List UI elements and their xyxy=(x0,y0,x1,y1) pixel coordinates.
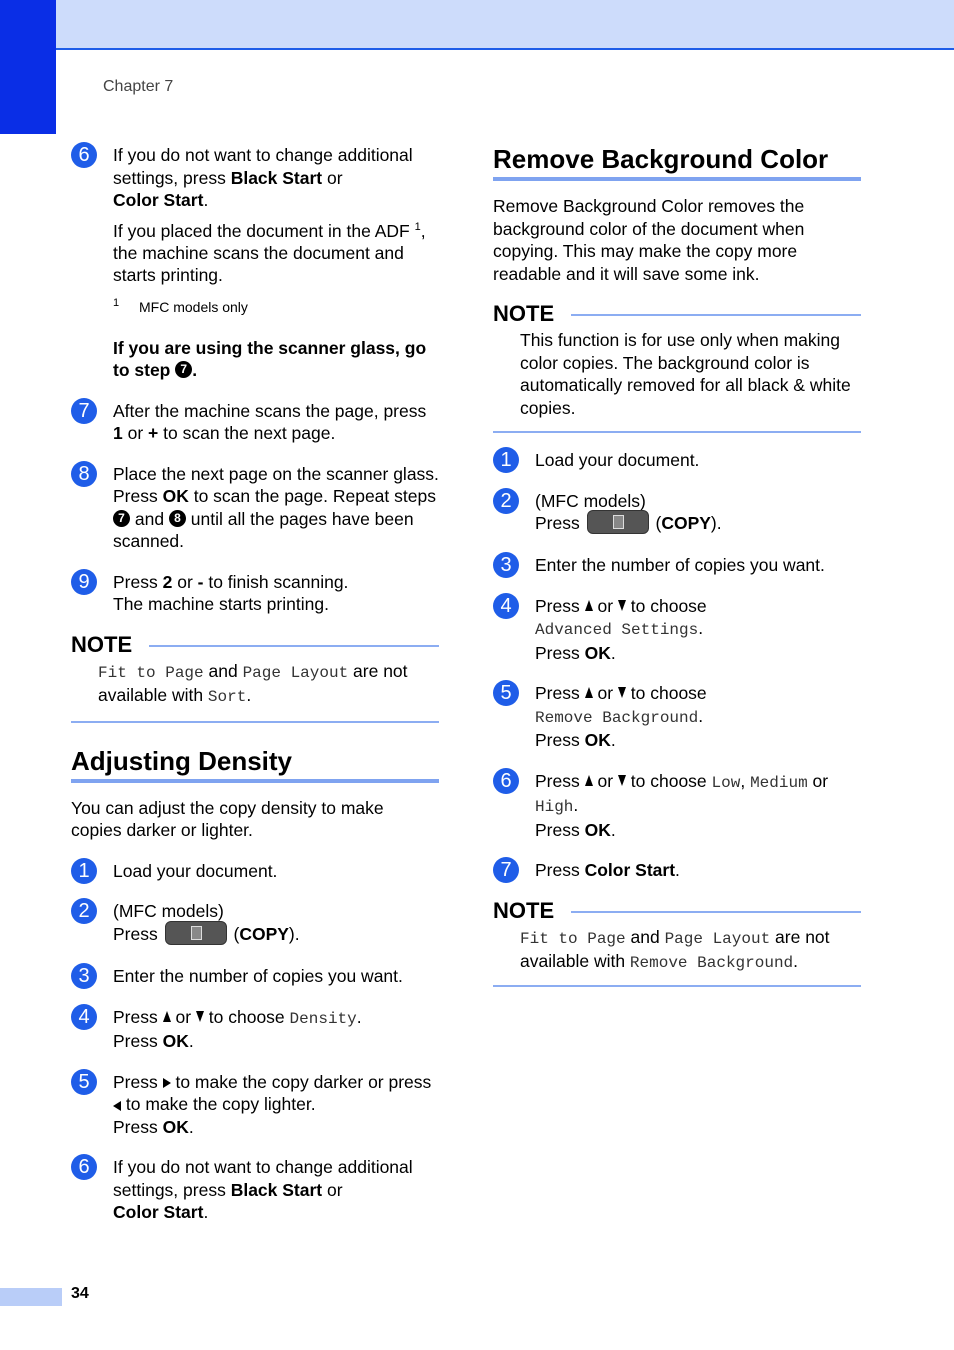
left-arrow-icon xyxy=(113,1101,121,1111)
remove-bg-step-1: 1 Load your document. xyxy=(493,449,861,472)
remove-bg-step-3: 3 Enter the number of copies you want. xyxy=(493,554,861,577)
step-number: 4 xyxy=(71,1004,97,1030)
note-divider xyxy=(493,431,861,433)
note-title: NOTE xyxy=(493,301,861,327)
up-arrow-icon xyxy=(163,1011,171,1022)
chapter-tab xyxy=(0,0,56,134)
note-box xyxy=(493,301,861,433)
section-heading-adjusting-density: Adjusting Density xyxy=(71,745,439,783)
remove-bg-intro: Remove Background Color removes the background color of the document when copying. This may make the copy more readable and it will save some ink. xyxy=(493,196,805,284)
step-8: 8 Place the next page on the scanner glass. Press OK to scan the page. Repeat steps 7 and 8 until all the pages have been scanned. xyxy=(71,463,439,553)
density-step-4: 4 Press or to choose Density. Press OK. xyxy=(71,1006,439,1053)
step-6-finish: 6 If you do not want to change additional settings, press Black Start or Color Start. xyxy=(71,144,439,212)
chapter-label: Chapter 7 xyxy=(103,78,174,95)
note-title: NOTE xyxy=(71,632,439,658)
note-box xyxy=(493,898,861,987)
page-number: 34 xyxy=(71,1285,89,1302)
step-ref-8: 8 xyxy=(169,510,186,527)
step-number: 3 xyxy=(71,963,97,989)
density-step-5: 5 Press to make the copy darker or press to make the copy lighter. Press OK. xyxy=(71,1071,439,1139)
left-column xyxy=(71,144,439,1224)
note-divider xyxy=(71,721,439,723)
step-number: 6 xyxy=(493,768,519,794)
note-rule xyxy=(571,911,861,913)
down-arrow-icon xyxy=(618,600,626,611)
note-rule xyxy=(571,314,861,316)
remove-bg-step-6: 6 Press or to choose Low, Medium or High. Press OK. xyxy=(493,770,861,842)
step-number: 9 xyxy=(71,569,97,595)
step-number: 2 xyxy=(493,488,519,514)
step-ref-7: 7 xyxy=(175,361,192,378)
remove-bg-step-7: 7 Press Color Start. xyxy=(493,859,861,882)
step-number: 1 xyxy=(493,447,519,473)
step-9: 9 Press 2 or - to finish scanning. The machine starts printing. xyxy=(71,571,439,616)
copy-button-icon xyxy=(165,921,227,945)
step-number: 6 xyxy=(71,1154,97,1180)
up-arrow-icon xyxy=(585,600,593,611)
footer-tab xyxy=(0,1288,62,1306)
note-text: Fit to Page and Page Layout are not available with Remove Background. xyxy=(520,926,830,973)
step-ref-7: 7 xyxy=(113,510,130,527)
footnote: 1 MFC models only xyxy=(113,296,248,315)
remove-bg-step-4: 4 Press or to choose Advanced Settings. Press OK. xyxy=(493,595,861,665)
up-arrow-icon xyxy=(585,775,593,786)
step-7: 7 After the machine scans the page, press 1 or + to scan the next page. xyxy=(71,400,439,445)
note-text: Fit to Page and Page Layout are not available with Sort. xyxy=(98,660,408,707)
step-number: 6 xyxy=(71,142,97,168)
step-number: 3 xyxy=(493,552,519,578)
step-number: 2 xyxy=(71,898,97,924)
step-number: 5 xyxy=(71,1069,97,1095)
note-text: This function is for use only when making color copies. The background color is automatically removed for all black & white copies. xyxy=(520,330,851,418)
remove-bg-step-5: 5 Press or to choose Remove Background. Press OK. xyxy=(493,682,861,752)
section-heading-remove-background: Remove Background Color xyxy=(493,143,861,181)
density-step-1: 1 Load your document. xyxy=(71,860,439,883)
step-number: 7 xyxy=(493,857,519,883)
step-number: 5 xyxy=(493,680,519,706)
copy-button-icon xyxy=(587,510,649,534)
down-arrow-icon xyxy=(618,687,626,698)
step-number: 7 xyxy=(71,398,97,424)
header-bar xyxy=(0,0,954,50)
step-number: 8 xyxy=(71,461,97,487)
up-arrow-icon xyxy=(585,687,593,698)
density-intro: You can adjust the copy density to make copies darker or lighter. xyxy=(71,797,384,841)
note-title: NOTE xyxy=(493,898,861,924)
density-step-3: 3 Enter the number of copies you want. xyxy=(71,965,439,988)
adf-paragraph: If you placed the document in the ADF $^1$, the machine scans the document and starts printing. xyxy=(113,220,426,286)
down-arrow-icon xyxy=(196,1011,204,1022)
right-arrow-icon xyxy=(163,1078,171,1088)
right-column xyxy=(493,143,861,987)
remove-bg-step-2: 2 (MFC models) Press (COPY). xyxy=(493,490,861,537)
scanner-glass-instruction: If you are using the scanner glass, go to step 7 . xyxy=(113,337,427,381)
density-step-6: 6 If you do not want to change additional settings, press Black Start or Color Start. xyxy=(71,1156,439,1224)
step-number: 1 xyxy=(71,858,97,884)
density-step-2: 2 (MFC models) Press (COPY). xyxy=(71,900,439,947)
step-number: 4 xyxy=(493,593,519,619)
down-arrow-icon xyxy=(618,775,626,786)
note-divider xyxy=(493,985,861,987)
note-box xyxy=(71,632,439,723)
note-rule xyxy=(149,645,439,647)
